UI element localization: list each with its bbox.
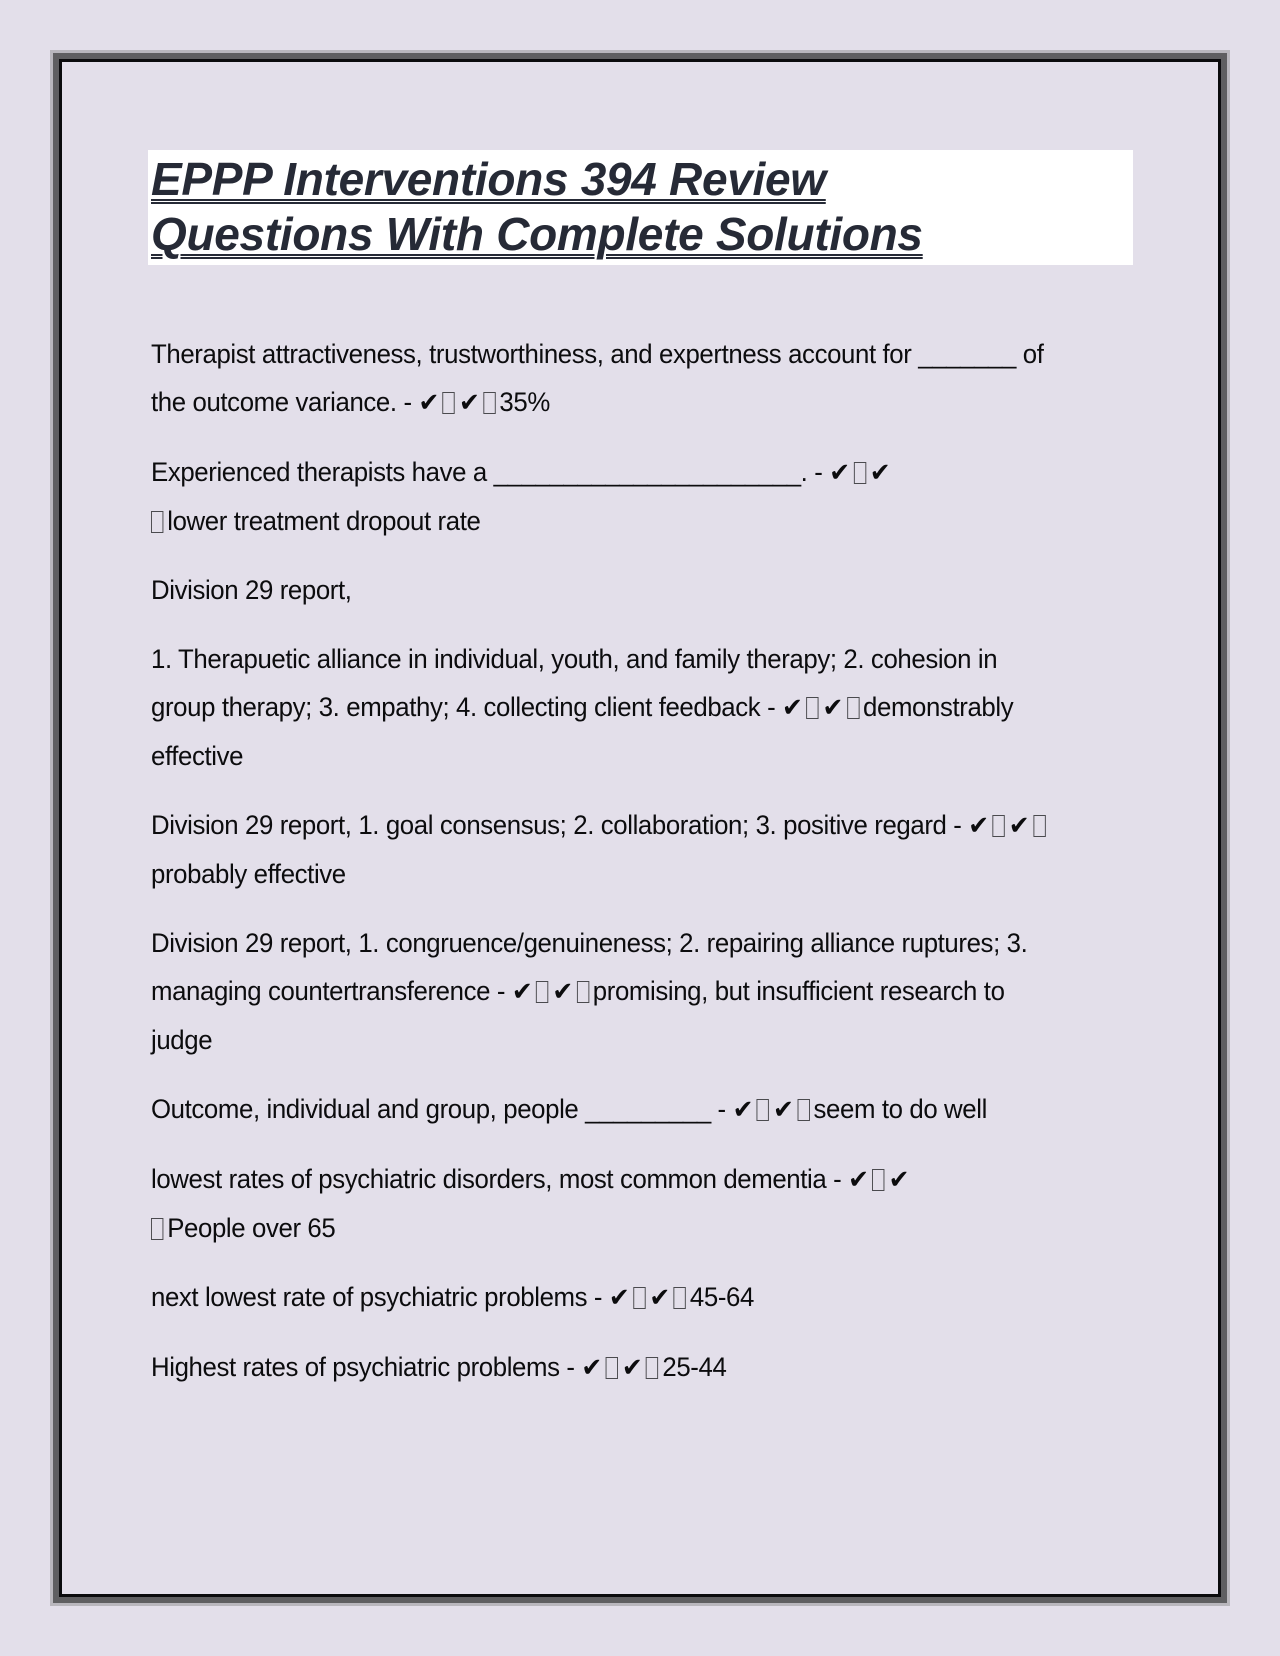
check-mark-icon: ✔ <box>829 458 850 488</box>
check-mark-icon: ✔ <box>782 693 803 723</box>
missing-glyph-icon <box>1033 815 1045 837</box>
answer-text: People over 65 <box>167 1213 336 1243</box>
qa-item <box>151 566 1068 614</box>
question-text: next lowest rate of psychiatric problems - <box>151 1282 603 1312</box>
question-text: 1. Therapuetic alliance in individual, youth, and family therapy; 2. cohesion in group therapy; 3. empathy; 4. collecting client feedback - <box>151 644 998 722</box>
document-title <box>151 152 923 262</box>
missing-glyph-icon <box>606 1357 618 1379</box>
missing-glyph-icon <box>853 462 865 484</box>
missing-glyph-icon <box>151 1218 163 1240</box>
check-mark-icon: ✔ <box>732 1095 753 1125</box>
check-mark-icon: ✔ <box>511 977 533 1007</box>
missing-glyph-icon <box>633 1287 645 1309</box>
question-text: Highest rates of psychiatric problems - <box>151 1352 575 1382</box>
check-mark-icon: ✔ <box>608 1283 630 1313</box>
answer-text: demonstrably effective <box>151 692 1014 771</box>
check-mark-icon: ✔ <box>418 388 439 418</box>
question-text: lowest rates of psychiatric disorders, most common dementia - <box>151 1164 842 1194</box>
missing-glyph-icon <box>151 511 163 533</box>
qa-item <box>151 1085 1068 1134</box>
qa-item <box>151 635 1068 780</box>
question-text: Outcome, individual and group, people _________ - <box>151 1094 726 1124</box>
question-list <box>151 330 1068 1413</box>
answer-text: 25-44 <box>662 1352 727 1382</box>
answer-text: probably effective <box>151 859 346 889</box>
question-text: Experienced therapists have a ______________________. - <box>151 457 823 487</box>
missing-glyph-icon <box>806 697 818 719</box>
check-mark-icon: ✔ <box>848 1165 869 1195</box>
missing-glyph-icon <box>797 1099 809 1121</box>
check-mark-icon: ✔ <box>458 388 480 418</box>
answer-text: seem to do well <box>813 1094 987 1124</box>
check-mark-icon: ✔ <box>773 1095 794 1125</box>
missing-glyph-icon <box>872 1169 884 1191</box>
missing-glyph-icon <box>646 1357 658 1379</box>
question-text: Therapist attractiveness, trustworthiness, and expertness account for _______ of the outcome variance. - <box>151 339 1044 417</box>
qa-item <box>151 448 1068 545</box>
qa-item <box>151 919 1068 1064</box>
check-mark-icon: ✔ <box>888 1165 910 1195</box>
missing-glyph-icon <box>443 392 455 414</box>
check-mark-icon: ✔ <box>869 458 891 488</box>
check-mark-icon: ✔ <box>621 1353 643 1383</box>
answer-text: 45-64 <box>689 1282 754 1312</box>
qa-item <box>151 330 1068 427</box>
answer-text: 35% <box>499 387 550 417</box>
question-text: Division 29 report, 1. congruence/genuineness; 2. repairing alliance ruptures; 3. managing countertransference - <box>151 928 1028 1006</box>
check-mark-icon: ✔ <box>1008 811 1030 841</box>
question-text: Division 29 report, 1. goal consensus; 2. collaboration; 3. positive regard - <box>151 810 962 840</box>
question-text: Division 29 report, <box>151 575 352 605</box>
document-title-line-2: Questions With Complete Solutions <box>151 208 923 260</box>
check-mark-icon: ✔ <box>581 1353 602 1383</box>
check-mark-icon: ✔ <box>968 811 989 841</box>
check-mark-icon: ✔ <box>822 693 843 723</box>
qa-item <box>151 1343 1068 1392</box>
answer-text: promising, but insufficient research to judge <box>151 976 1005 1055</box>
check-mark-icon: ✔ <box>649 1283 670 1313</box>
document-title-line-1: EPPP Interventions 394 Review <box>151 153 826 205</box>
missing-glyph-icon <box>847 697 859 719</box>
qa-item <box>151 1273 1068 1322</box>
missing-glyph-icon <box>993 815 1005 837</box>
missing-glyph-icon <box>674 1287 686 1309</box>
missing-glyph-icon <box>483 392 495 414</box>
answer-text: lower treatment dropout rate <box>167 506 481 536</box>
qa-item <box>151 801 1068 898</box>
check-mark-icon: ✔ <box>552 977 573 1007</box>
missing-glyph-icon <box>757 1099 769 1121</box>
qa-item <box>151 1155 1068 1252</box>
missing-glyph-icon <box>536 981 548 1003</box>
missing-glyph-icon <box>577 981 589 1003</box>
